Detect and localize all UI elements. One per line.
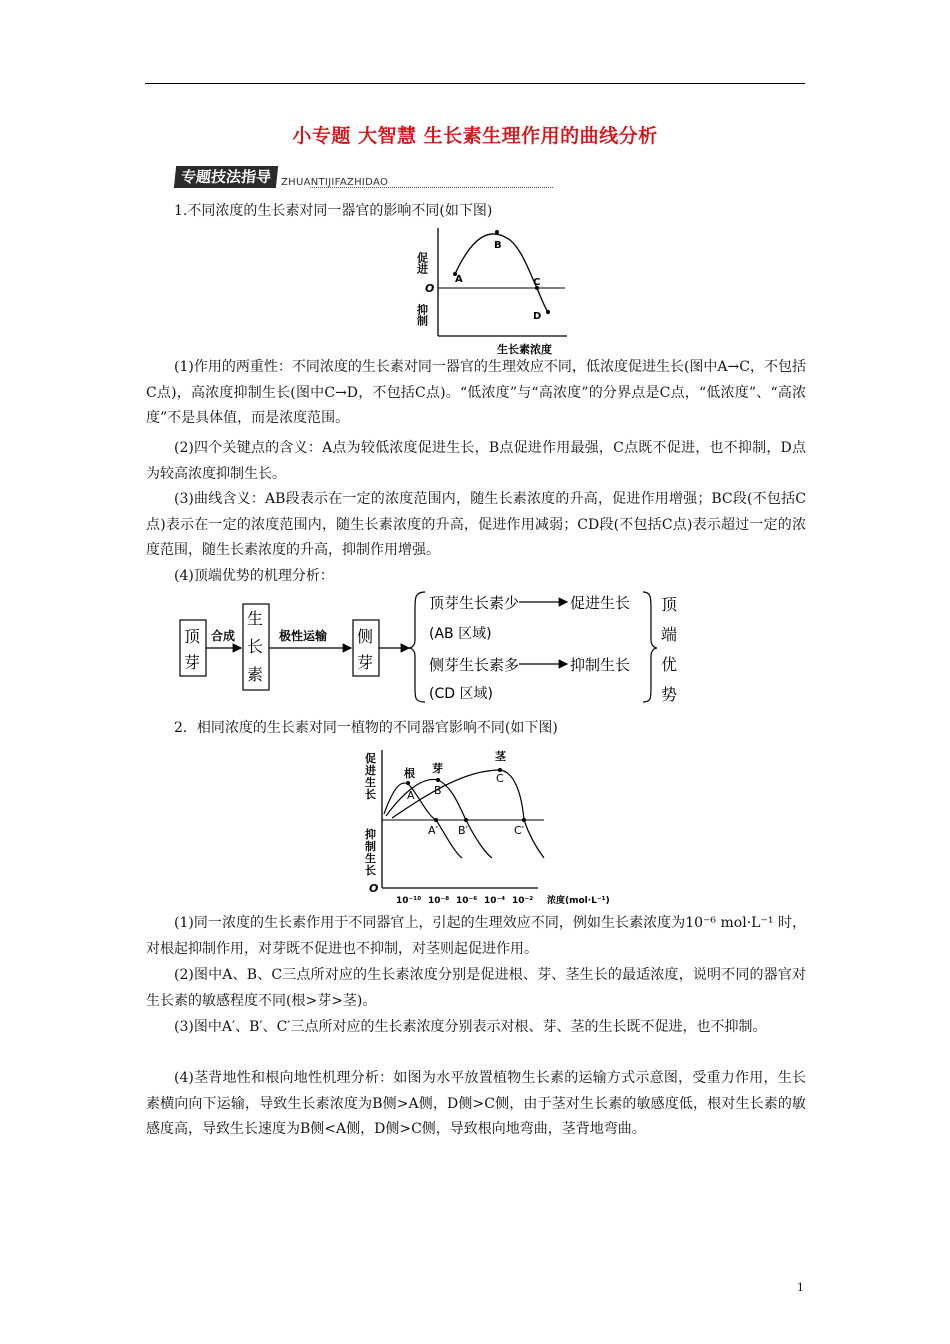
- point-d-dot: [546, 310, 550, 314]
- curve-stem-label: 茎: [495, 750, 506, 763]
- x-tick-5: 10⁻²: [512, 896, 534, 906]
- y-top-char-4: 长: [365, 788, 376, 801]
- zero-c-dot: [522, 818, 526, 822]
- paragraph-1-1: (1)作用的两重性：不同浓度的生长素对同一器官的生理效应不同，低浓度促进生长(图中A→C，不包括C点)，高浓度抑制生长(图中C→D，不包括C点)。“低浓度”与“高浓度”的分界点是C点，“低浓度”、“高浓度”不是具体值，而是浓度范围。: [146, 359, 806, 426]
- branch-bottom-result: 抑制生长: [570, 656, 631, 674]
- box-lateral-bud-char-2: 芽: [357, 653, 374, 672]
- growth-curve: [455, 234, 549, 314]
- paragraph-2-3: (3)图中A′、B′、C′三点所对应的生长素浓度分别表示对根、芽、茎的生长既不促进，也不抑制。: [174, 1019, 767, 1035]
- box-apical-bud-char-1: 顶: [184, 627, 201, 646]
- x-tick-3: 10⁻⁶: [456, 896, 478, 906]
- conclusion-char-3: 优: [661, 655, 678, 674]
- origin-label: O: [425, 282, 435, 295]
- conclusion-char-4: 势: [661, 685, 678, 704]
- y-top-char-3: 生: [365, 776, 376, 789]
- paragraph-2-1: (1)同一浓度的生长素作用于不同器官上，引起的生理效应不同，例如生长素浓度为10⁻⁶ mol·L⁻¹ 时，对根起抑制作用，对芽既不促进也不抑制，对茎则起促进作用。: [146, 915, 806, 957]
- y-label-inhibit: 抑制: [415, 304, 429, 326]
- x-axis-label: 生长素浓度: [497, 343, 552, 356]
- curve-root: [384, 783, 462, 858]
- box-auxin-char-1: 生: [247, 609, 264, 628]
- x-axis-label: 浓度(mol·L⁻¹): [547, 896, 610, 906]
- point-b-label: B: [494, 240, 502, 251]
- arrow-polar-transport-label: 极性运输: [279, 629, 328, 643]
- paragraph-2-4: (4)茎背地性和根向地性机理分析：如图为水平放置植物生长素的运输方式示意图，受重力作用，生长素横向向下运输，导致生长素浓度为B侧>A侧，D侧>C侧，由于茎对生长素的敏感度低，根对生长素的敏感度高，导致生长速度为B侧<A侧，D侧>C侧，导致根向地弯曲，茎背地弯曲。: [146, 1070, 806, 1137]
- box-auxin-char-3: 素: [247, 665, 264, 684]
- y-top-char-2: 进: [365, 764, 376, 777]
- header-rule: [145, 83, 805, 84]
- point-d-label: D: [533, 311, 542, 322]
- x-tick-2: 10⁻⁸: [428, 896, 450, 906]
- y-label-promote: 促进: [415, 252, 429, 274]
- section1-heading: 1.不同浓度的生长素对同一器官的影响不同(如下图): [174, 203, 493, 219]
- branch-bottom-note: (CD 区域): [429, 686, 493, 702]
- figure-organ-sensitivity-curves: [362, 746, 624, 906]
- point-a-label: A: [455, 274, 463, 285]
- branch-bottom-text: 侧芽生长素多: [429, 656, 520, 674]
- banner-dotted-line: [310, 187, 553, 188]
- zero-c-label: C′: [514, 824, 525, 837]
- peak-a-label: A: [407, 789, 415, 802]
- y-bottom-char-2: 制: [365, 840, 376, 853]
- page-title: 小专题 大智慧 生长素生理作用的曲线分析: [292, 125, 658, 147]
- branch-top-result: 促进生长: [570, 594, 631, 612]
- section-banner: [175, 166, 388, 188]
- banner-label: 专题技法指导: [174, 166, 278, 188]
- paragraph-1-2: (2)四个关键点的含义：A点为较低浓度促进生长，B点促进作用最强，C点既不促进，也不抑制，D点为较高浓度抑制生长。: [146, 440, 806, 482]
- box-apical-bud-char-2: 芽: [184, 653, 201, 672]
- curve-root-label: 根: [404, 767, 415, 780]
- peak-c-label: C: [496, 772, 504, 785]
- y-bottom-char-1: 抑: [365, 828, 376, 841]
- zero-b-label: B′: [458, 824, 469, 837]
- conclusion-char-2: 端: [661, 625, 678, 644]
- peak-a-dot: [406, 781, 410, 785]
- branch-top-note: (AB 区域): [429, 626, 492, 642]
- origin-label: O: [369, 882, 379, 895]
- zero-a-dot: [434, 818, 438, 822]
- y-bottom-char-3: 生: [365, 852, 376, 865]
- zero-a-label: A′: [428, 824, 439, 837]
- zero-b-dot: [464, 818, 468, 822]
- y-bottom-char-4: 长: [365, 864, 376, 877]
- branch-top-text: 顶芽生长素少: [429, 594, 520, 612]
- banner-pinyin: ZHUANTIJIFAZHIDAO: [281, 177, 389, 188]
- box-lateral-bud-char-1: 侧: [357, 627, 374, 646]
- curve-stem: [392, 770, 544, 858]
- curve-bud-label: 芽: [432, 762, 443, 775]
- peak-b-dot: [436, 778, 440, 782]
- y-top-char-1: 促: [365, 752, 376, 765]
- figure-dual-effect-curve: [415, 226, 575, 358]
- conclusion-char-1: 顶: [661, 595, 678, 614]
- section2-heading: 2．相同浓度的生长素对同一植物的不同器官影响不同(如下图): [174, 720, 558, 736]
- peak-b-label: B: [434, 784, 442, 797]
- paragraph-1-4: (4)顶端优势的机理分析：: [174, 568, 334, 584]
- point-b-dot: [495, 230, 499, 234]
- branch-brace-right: [643, 592, 657, 702]
- branch-brace-left: [409, 592, 425, 702]
- paragraph-1-3: (3)曲线含义：AB段表示在一定的浓度范围内，随生长素浓度的升高，促进作用增强；BC段(不包括C点)表示在一定的浓度范围内，随生长素浓度的升高，促进作用减弱；CD段(不包括C点)表示超过一定的浓度范围，随生长素浓度的升高，抑制作用增强。: [146, 491, 806, 558]
- arrow-synthesis-label: 合成: [211, 629, 236, 643]
- x-tick-1: 10⁻¹⁰: [396, 896, 422, 906]
- paragraph-2-2: (2)图中A、B、C三点所对应的生长素浓度分别是促进根、芽、茎生长的最适浓度，说明不同的器官对生长素的敏感程度不同(根>芽>茎)。: [146, 967, 806, 1009]
- x-tick-4: 10⁻⁴: [484, 896, 506, 906]
- page-number: 1: [797, 1279, 804, 1294]
- point-c-label: C: [533, 277, 541, 288]
- apical-dominance-diagram: [175, 588, 695, 706]
- box-auxin-char-2: 长: [247, 637, 264, 656]
